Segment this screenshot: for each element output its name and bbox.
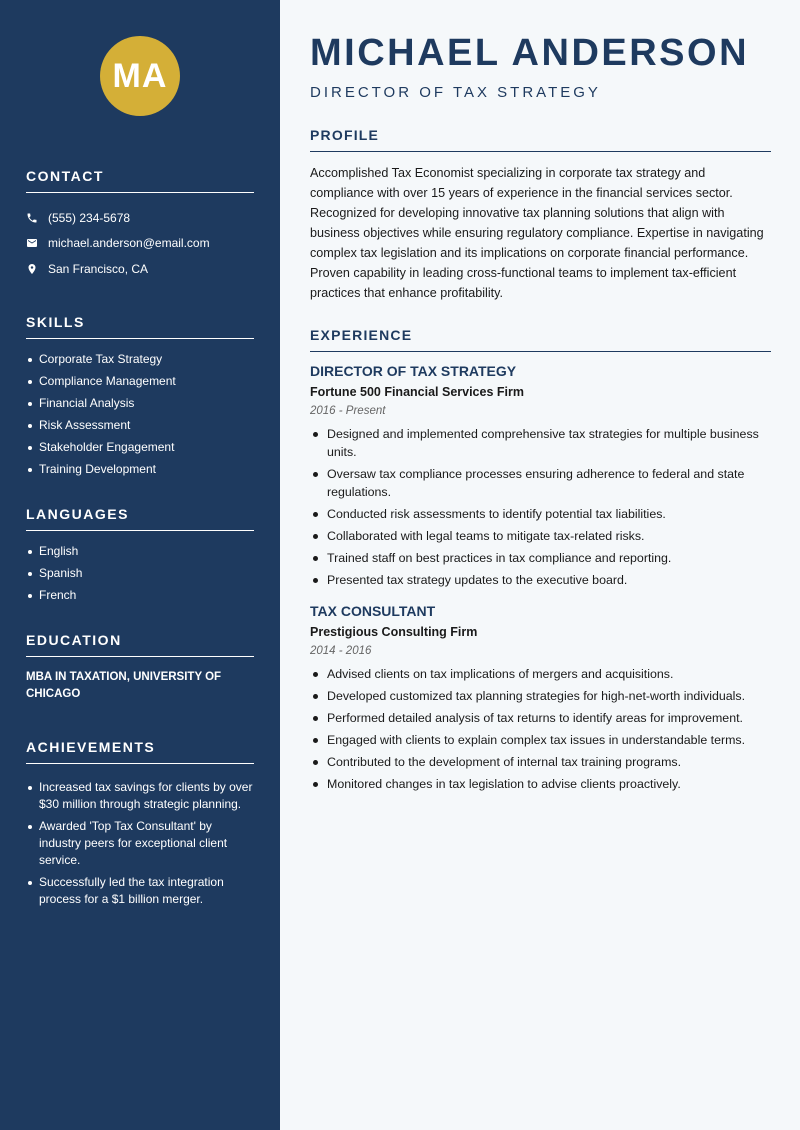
job-bullet: Monitored changes in tax legislation to advise clients proactively.	[310, 775, 771, 793]
skills-list	[26, 351, 254, 478]
job-company: Prestigious Consulting Firm	[310, 625, 478, 639]
location-icon	[26, 263, 38, 275]
job-bullet: Contributed to the development of internal tax training programs.	[310, 753, 771, 771]
languages-list	[26, 543, 254, 604]
phone-text: (555) 234-5678	[48, 210, 131, 225]
job-bullet: Trained staff on best practices in tax compliance and reporting.	[310, 549, 771, 567]
job-title: DIRECTOR OF TAX STRATEGY	[310, 363, 517, 379]
skill-item: Training Development	[26, 461, 254, 478]
languages-heading: LANGUAGES	[26, 506, 254, 531]
location-text: San Francisco, CA	[48, 261, 149, 276]
contact-location	[26, 256, 254, 282]
profile-section	[310, 127, 771, 303]
skill-item: Corporate Tax Strategy	[26, 351, 254, 368]
skill-item: Compliance Management	[26, 373, 254, 390]
skills-heading: SKILLS	[26, 314, 254, 339]
contact-phone	[26, 205, 254, 231]
job-entry	[310, 603, 771, 793]
profile-text: Accomplished Tax Economist specializing in corporate tax strategy and compliance with over 15 years of experience in the financial services sector. Recognized for developing innovative tax planning solutions that align with business objectives while ensuring regulatory compliance. Expertise in navigating complex tax legislation and its implications on corporate financial performance. Proven capability in leading cross-functional teams to implement tax-efficient practices that enhance profitability.	[310, 166, 764, 300]
skills-section	[26, 314, 254, 478]
skill-item: Stakeholder Engagement	[26, 439, 254, 456]
candidate-name: MICHAEL ANDERSON	[310, 32, 750, 74]
job-bullet: Performed detailed analysis of tax returns to identify areas for improvement.	[310, 709, 771, 727]
skill-item: Risk Assessment	[26, 417, 254, 434]
sidebar	[0, 0, 280, 1130]
contact-section	[26, 168, 254, 282]
contact-heading: CONTACT	[26, 168, 254, 193]
achievement-item: Successfully led the tax integration process for a $1 billion merger.	[26, 874, 254, 908]
education-section	[26, 632, 254, 703]
achievement-item: Increased tax savings for clients by over $30 million through strategic planning.	[26, 779, 254, 813]
job-title: TAX CONSULTANT	[310, 603, 436, 619]
language-item: Spanish	[26, 565, 254, 582]
candidate-title: DIRECTOR OF TAX STRATEGY	[310, 84, 601, 101]
main-content	[310, 30, 771, 807]
profile-heading: PROFILE	[310, 127, 771, 152]
education-degree: MBA IN TAXATION, UNIVERSITY OF CHICAGO	[26, 670, 222, 700]
job-bullet: Presented tax strategy updates to the executive board.	[310, 571, 771, 589]
achievements-section	[26, 739, 254, 908]
job-bullet: Conducted risk assessments to identify potential tax liabilities.	[310, 505, 771, 523]
languages-section	[26, 506, 254, 604]
job-bullet: Oversaw tax compliance processes ensuring adherence to federal and state regulations.	[310, 465, 771, 501]
job-dates: 2016 - Present	[310, 405, 386, 417]
education-heading: EDUCATION	[26, 632, 254, 657]
job-bullet: Engaged with clients to explain complex tax issues in understandable terms.	[310, 731, 771, 749]
job-bullets	[310, 665, 771, 793]
job-bullet: Developed customized tax planning strategies for high-net-worth individuals.	[310, 687, 771, 705]
job-bullet: Collaborated with legal teams to mitigate tax-related risks.	[310, 527, 771, 545]
contact-email	[26, 231, 254, 257]
experience-heading: EXPERIENCE	[310, 327, 771, 352]
language-item: French	[26, 587, 254, 604]
job-bullets	[310, 425, 771, 589]
email-icon	[26, 237, 38, 249]
job-dates: 2014 - 2016	[310, 645, 372, 657]
achievement-item: Awarded 'Top Tax Consultant' by industry peers for exceptional client service.	[26, 818, 254, 869]
job-bullet: Advised clients on tax implications of mergers and acquisitions.	[310, 665, 771, 683]
job-company: Fortune 500 Financial Services Firm	[310, 385, 524, 399]
job-bullet: Designed and implemented comprehensive tax strategies for multiple business units.	[310, 425, 771, 461]
email-text: michael.anderson@email.com	[48, 236, 210, 251]
job-entry	[310, 363, 771, 589]
experience-section	[310, 327, 771, 793]
achievements-heading: ACHIEVEMENTS	[26, 739, 254, 764]
avatar: MA	[100, 36, 180, 116]
language-item: English	[26, 543, 254, 560]
skill-item: Financial Analysis	[26, 395, 254, 412]
achievements-list	[26, 779, 254, 908]
phone-icon	[26, 212, 38, 224]
